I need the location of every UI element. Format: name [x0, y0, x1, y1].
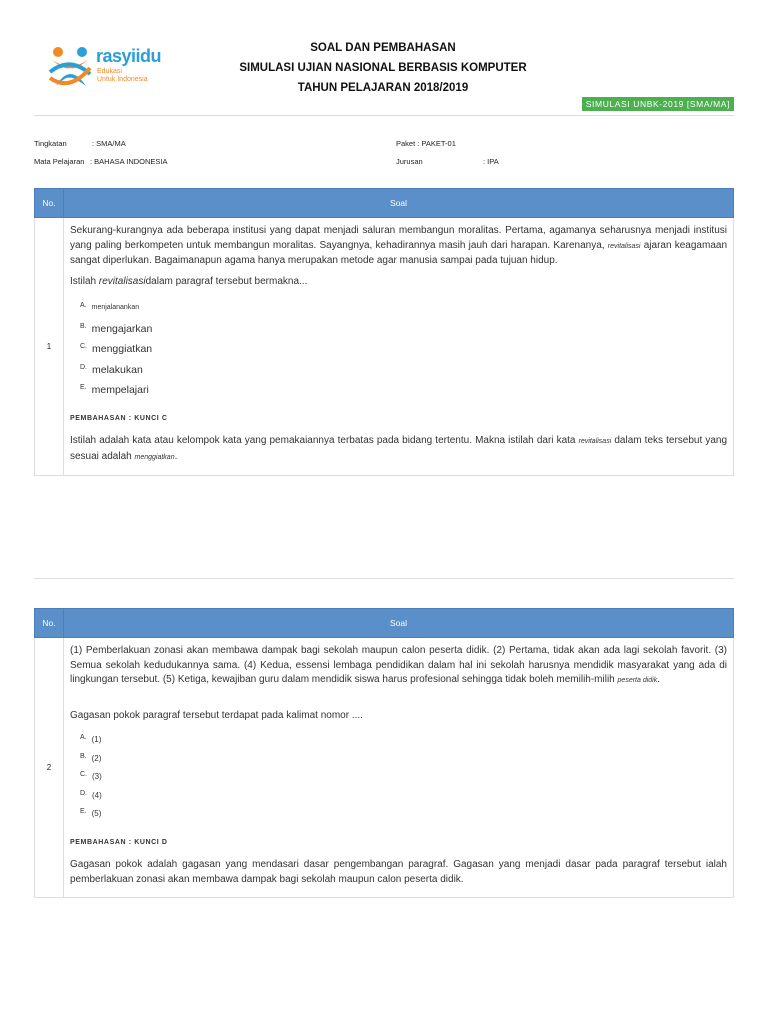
explanation: Istilah adalah kata atau kelompok kata yang pemakaiannya terbatas pada bidang tertentu. Makna istilah dari kata revitalisasi dalam teks tersebut yang sesuai adalah menggiatkan. [70, 435, 728, 462]
title-line-1: SOAL DAN PEMBAHASAN [310, 42, 456, 54]
header-divider [34, 115, 734, 116]
mapel-value: : BAHASA INDONESIA [90, 157, 168, 166]
option-c[interactable]: C. menggiatkan [80, 343, 153, 355]
option-a[interactable]: A. (1) [80, 734, 102, 744]
question-prompt: Gagasan pokok paragraf tersebut terdapat pada kalimat nomor .... [70, 709, 363, 721]
pembahasan-heading: PEMBAHASAN : KUNCI D [70, 838, 168, 846]
question-body [64, 638, 734, 898]
question-table-1 [34, 188, 734, 476]
title-line-3: TAHUN PELAJARAN 2018/2019 [297, 82, 469, 94]
option-b[interactable]: B. (2) [80, 752, 102, 763]
document-titles [180, 38, 586, 98]
option-e[interactable]: E. mempelajari [80, 384, 149, 396]
option-a[interactable]: A. menjalanankan [80, 302, 140, 311]
explanation: Gagasan pokok adalah gagasan yang mendasari dasar pengembangan paragraf. Gagasan yang menjadi dasar pada paragraf tersebut ialah pemberlakuan zonasi akan membawa dampak bagi sekolah maupun calon peserta didik. [70, 859, 727, 885]
logo-name: rasyiidu [96, 46, 162, 66]
tingkatan-label: Tingkatan [34, 139, 67, 148]
paket-value: Paket : PAKET-01 [396, 139, 456, 148]
question-number: 1 [35, 218, 64, 476]
option-b[interactable]: B. mengajarkan [80, 322, 153, 335]
answer-options [70, 301, 727, 398]
jurusan-label: Jurusan [396, 157, 423, 166]
question-prompt: Istilah revitalisasidalam paragraf tersebut bermakna... [70, 275, 308, 287]
question-paragraph: Sekurang-kurangnya ada beberapa institusi yang dapat menjadi saluran membangun moralitas. Pertama, agamanya seharusnya menjadi institusi yang paling berkompeten untuk membangun moralitas. Sayangnya, kehadirannya masih jauh dari harapan. Karenanya, revitalisasi ajaran keagamaan sangat diperlukan. Bagaimanapun agama hanya merupakan metode agar manusia sampai pada tujuan hidup. [70, 225, 728, 266]
header-soal: Soal [64, 189, 734, 218]
header-no: No. [35, 609, 64, 638]
header-no: No. [35, 189, 64, 218]
question-paragraph: (1) Pemberlakuan zonasi akan membawa dampak bagi sekolah maupun calon peserta didik. (2) Pertama, tidak akan ada lagi sekolah favorit. (3) Semua sekolah kedudukannya sama. (4) Kedua, essensi lembaga pendidikan dalam hal ini sekolah harusnya mendidik masyarakat yang ada di lingkungan tersebut. (5) Ketiga, kewajiban guru dalam mendidik siswa harus profesional sehingga tidak boleh memilih-milih peserta didik. [70, 645, 727, 685]
pembahasan-heading: PEMBAHASAN : KUNCI C [70, 414, 168, 422]
tingkatan-value: : SMA/MA [92, 139, 126, 148]
title-line-2: SIMULASI UJIAN NASIONAL BERBASIS KOMPUTER [239, 62, 527, 74]
option-c[interactable]: C. (3) [80, 771, 102, 781]
answer-options [70, 733, 727, 822]
logo-tagline-1: Edukasi [97, 68, 122, 75]
jurusan-value: : IPA [483, 157, 499, 166]
page-separator [34, 578, 734, 579]
question-body [64, 218, 734, 476]
option-d[interactable]: D. (4) [80, 789, 102, 800]
logo-tagline-2: Untuk Indonesia [97, 76, 148, 83]
simulation-badge: SIMULASI UNBK-2019 [SMA/MA] [582, 97, 734, 111]
header-soal: Soal [64, 609, 734, 638]
option-d[interactable]: D. melakukan [80, 363, 143, 376]
question-number: 2 [35, 638, 64, 898]
mapel-label: Mata Pelajaran [34, 157, 85, 166]
logo-mark-icon [46, 42, 94, 90]
question-table-2 [34, 608, 734, 898]
page-header [0, 0, 768, 110]
rasyiidu-logo [46, 42, 176, 92]
option-e[interactable]: E. (5) [80, 808, 102, 818]
